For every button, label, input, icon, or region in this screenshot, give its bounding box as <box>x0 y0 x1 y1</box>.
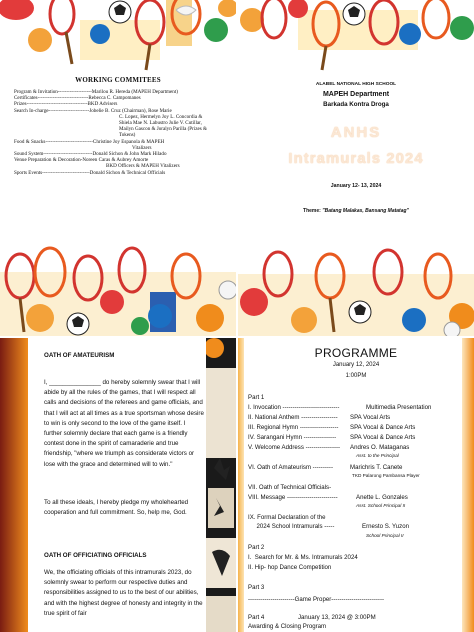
part4-text: January 13, 2024 @ 3:00PM <box>298 614 376 621</box>
headline-anhs: ANHS <box>330 124 382 141</box>
programme-item: 2024 School Intramurals ----- <box>248 523 335 530</box>
cover-panel <box>238 0 474 336</box>
event-date: January 12- 13, 2024 <box>330 183 382 189</box>
programme-item-performer: SPA Vocal & Dance Arts <box>350 424 416 431</box>
committee-role: Program & Invitation-------------------- <box>14 89 92 95</box>
event-theme <box>238 208 474 214</box>
programme-item: II. National Anthem ------------------ <box>248 414 338 421</box>
programme-item: IV. Sarangani Hymn ---------------- <box>248 434 337 441</box>
oath-panel <box>0 338 236 632</box>
oath-officials-body: We, the officiating officials of this intramurals 2023, do solemnly swear to perform our respective duties and responsibilities assigned to us to the best of our abilities, and with the highest degree of honesty and integrity in the true spirit of fair <box>44 569 203 617</box>
committee-row <box>14 114 229 139</box>
part4-label: Part 4 <box>248 614 265 621</box>
part2-item: II. Hip- hop Dance Competition <box>248 564 332 571</box>
committee-names: Vitalizers <box>132 144 152 151</box>
committee-role: Venue Preparation & Decoration- <box>14 157 83 164</box>
programme-time: 1:00PM <box>345 373 367 379</box>
committee-row <box>14 170 229 176</box>
theme-label: Theme: <box>303 208 321 214</box>
committee-names: Rebecca C. Campomanes <box>88 95 141 102</box>
part3-text: -----------------------Game Proper-------------------------- <box>248 596 385 603</box>
programme-item-performer: Multimedia Presentation <box>366 404 432 411</box>
committees-title: WORKING COMMITEES <box>75 76 161 84</box>
committee-names: Donald Sichon & John Mark Hilado <box>92 151 167 158</box>
part4-subtitle: Awarding & Closing Program <box>248 623 327 630</box>
committee-role: Certificates------------------------------ <box>14 95 89 102</box>
committees-list <box>14 89 229 176</box>
programme-item-role: School Principal II <box>366 533 404 538</box>
oath-amateurism-body: I, _______________ do hereby solemnly swear that I will abide by all the rules of the games, that I will respect all calls and decisions of the referees and game officials, and that I will act at all times as a true sportsman whose desire to win is only second to the love of the game itself. I further solemnly declare that each game is a friendly contest done in the spirit of camaraderie and true friendship, "where we triumph as considerate victors or lose with the grace and determined will to win." <box>44 379 204 468</box>
part1-label: Part 1 <box>248 394 265 401</box>
headline-intramurals: Intramurals 2024 <box>288 150 424 167</box>
programme-item: III. Regional Hymn ------------------- <box>248 424 339 431</box>
programme-item-role: TKD Palarong Pambansa Player <box>352 473 420 478</box>
sports-decoration-top <box>0 0 236 72</box>
oath-officials-title: OATH OF OFFICIATING OFFICIALS <box>44 552 147 559</box>
programme-item-performer: Marichris T. Canete <box>350 464 403 471</box>
programme-panel <box>238 338 474 632</box>
programme-item: VI. Oath of Amateurism ---------- <box>248 464 333 471</box>
part2-label: Part 2 <box>248 544 265 551</box>
programme-item-performer: Andres O. Mataganas <box>350 444 410 451</box>
programme-title: PROGRAMME <box>314 346 398 360</box>
programme-item-performer: Ernesto S. Yuzon <box>362 523 409 530</box>
oath-amateurism-closing: To all these ideals, I hereby pledge my wholehearted cooperation and full commitment. So, help me, God. <box>44 499 189 517</box>
programme-item-performer: SPA Vocal Arts <box>350 414 391 421</box>
organization-name: Barkada Kontra Droga <box>323 101 389 108</box>
committee-names: Donald Sichon & Technical Officials <box>89 169 166 176</box>
programme-item-performer: SPA Vocal & Dance Arts <box>350 434 416 441</box>
committee-role: Prizes------------------------------------ <box>14 101 88 108</box>
department-name: MAPEH Department <box>322 91 390 98</box>
committee-names: Marilou R. Hereda (MAPEH Department) <box>91 89 178 95</box>
sports-decoration-bottom <box>238 232 474 336</box>
theme-text: "Batang Malakas, Bansang Matatag" <box>322 208 409 214</box>
committee-names: C. Lopez, Hermelyn Joy L. Concordia & Shiela Mae N. Labustro Julie V. Cutillar, Mailyn Gascon & Joralyn Parilla (Prizes & Tokens) <box>119 113 207 139</box>
programme-date: January 12, 2024 <box>332 362 380 368</box>
committee-role: Food & Snacks---------------------------- <box>14 138 93 145</box>
committee-names: Jobelie B. Cruz (Chairman), Rose Marie <box>89 107 172 114</box>
oath-amateurism-title: OATH OF AMATEURISM <box>44 352 115 359</box>
committee-names: BKD Officers & MAPEH Vitalizers <box>106 163 180 170</box>
programme-item: VII. Oath of Technical Officials- <box>248 484 332 491</box>
programme-item-role: Asst. to the Principal <box>356 453 399 458</box>
programme-item: IX. Formal Declaration of the <box>248 514 326 521</box>
sports-decoration-bottom <box>0 232 236 336</box>
committee-role: Search In-charge------------------------ <box>14 107 90 114</box>
committee-names: Christine Joy Espanola & MAPEH <box>92 138 165 145</box>
committee-names: Noreen Caras & Aubrey Amorte <box>82 157 149 164</box>
programme-item: VIII. Message ------------------------- <box>248 494 338 501</box>
sports-decoration-top <box>238 0 474 72</box>
programme-item: V. Welcome Address ----------------- <box>248 444 341 451</box>
programme-item: I. Invocation ---------------------------- <box>248 404 340 411</box>
programme-item-role: Asst. School Principal II <box>356 503 406 508</box>
committee-role: Sports Events---------------------------- <box>14 169 90 176</box>
committee-names: BKD Advisers <box>87 101 118 108</box>
part2-item: I. Search for Mr. & Ms. Intramurals 2024 <box>248 554 358 561</box>
programme-item-performer: Anette L. Gonzales <box>356 494 408 501</box>
school-name: ALABEL NATIONAL HIGH SCHOOL <box>315 82 397 87</box>
committees-panel <box>0 0 236 336</box>
part3-label: Part 3 <box>248 584 265 591</box>
committee-role: Sound System----------------------------- <box>14 151 93 158</box>
